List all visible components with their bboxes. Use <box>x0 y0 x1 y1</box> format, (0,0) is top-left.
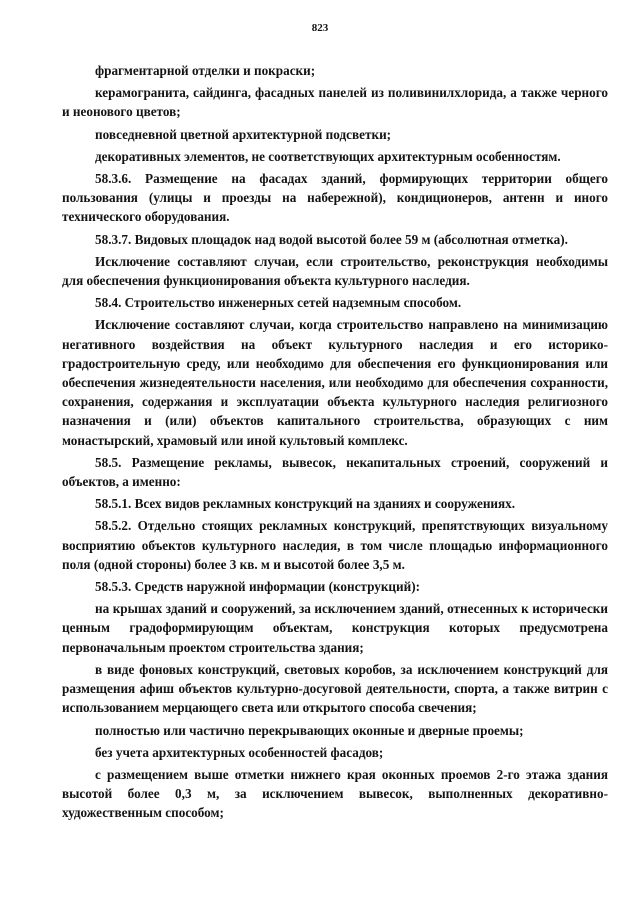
paragraph: с размещением выше отметки нижнего края оконных проемов 2-го этажа здания высотой более 0,3 м, за исключением вывесок, выполненных декоративно-художественным способом; <box>62 766 608 821</box>
paragraph: Исключение составляют случаи, если строительство, реконструкция необходимы для обеспечения функционирования объекта культурного наследия. <box>62 253 608 289</box>
paragraph: 58.5.2. Отдельно стоящих рекламных конструкций, препятствующих визуальному восприятию объектов культурного наследия, в том числе площадью информационного поля (одной стороны) более 3 кв. м и высотой более 3,5 м. <box>62 518 608 572</box>
paragraph: на крышах зданий и сооружений, за исключением зданий, отнесенных к исторически ценным градоформирующим объектам, конструкция которых предусмотрена первоначальным проектом строительства здания; <box>62 601 608 655</box>
paragraph: 58.4. Строительство инженерных сетей надземным способом. <box>95 295 462 311</box>
paragraph: 58.3.6. Размещение на фасадах зданий, формирующих территории общего пользования (улицы и проезды на набережной), кондиционеров, антенн и иного технического оборудования. <box>62 171 608 225</box>
paragraph: 58.5.3. Средств наружной информации (конструкций): <box>95 579 420 595</box>
paragraph: в виде фоновых конструкций, световых коробов, за исключением конструкций для размещения афиш объектов культурно-досуговой деятельности, спорта, а также витрин с использованием мерцающего света или открытого способа свечения; <box>62 661 608 716</box>
paragraph: декоративных элементов, не соответствующих архитектурным особенностям. <box>95 148 561 164</box>
paragraph: без учета архитектурных особенностей фасадов; <box>95 744 384 760</box>
page-number: 823 <box>311 22 329 34</box>
paragraph: повседневной цветной архитектурной подсветки; <box>95 126 392 142</box>
paragraph: фрагментарной отделки и покраски; <box>95 63 316 78</box>
paragraph: полностью или частично перекрывающих оконные и дверные проемы; <box>95 722 524 738</box>
document-body <box>62 61 608 826</box>
paragraph: 58.3.7. Видовых площадок над водой высотой более 59 м (абсолютная отметка). <box>95 231 568 247</box>
paragraph: 58.5. Размещение рекламы, вывесок, некапитальных строений, сооружений и объектов, а именно: <box>62 454 608 490</box>
paragraph: 58.5.1. Всех видов рекламных конструкций на зданиях и сооружениях. <box>95 496 516 512</box>
paragraph: керамогранита, сайдинга, фасадных панелей из поливинилхлорида, а также черного и неонового цветов; <box>62 85 608 120</box>
paragraph: Исключение составляют случаи, когда строительство направлено на минимизацию негативного воздействия на объект культурного наследия и его историко-градостроительную среду, или необходимо для обеспечения его функционирования или обеспечения жизнедеятельности населения, или необходимо для обеспечения сохранности, сохранения, содержания и эксплуатации объекта культурного наследия религиозного назначения и (или) объектов капитального строительства, образующих с ним монастырский, храмовый или иной культовый комплекс. <box>62 317 608 448</box>
